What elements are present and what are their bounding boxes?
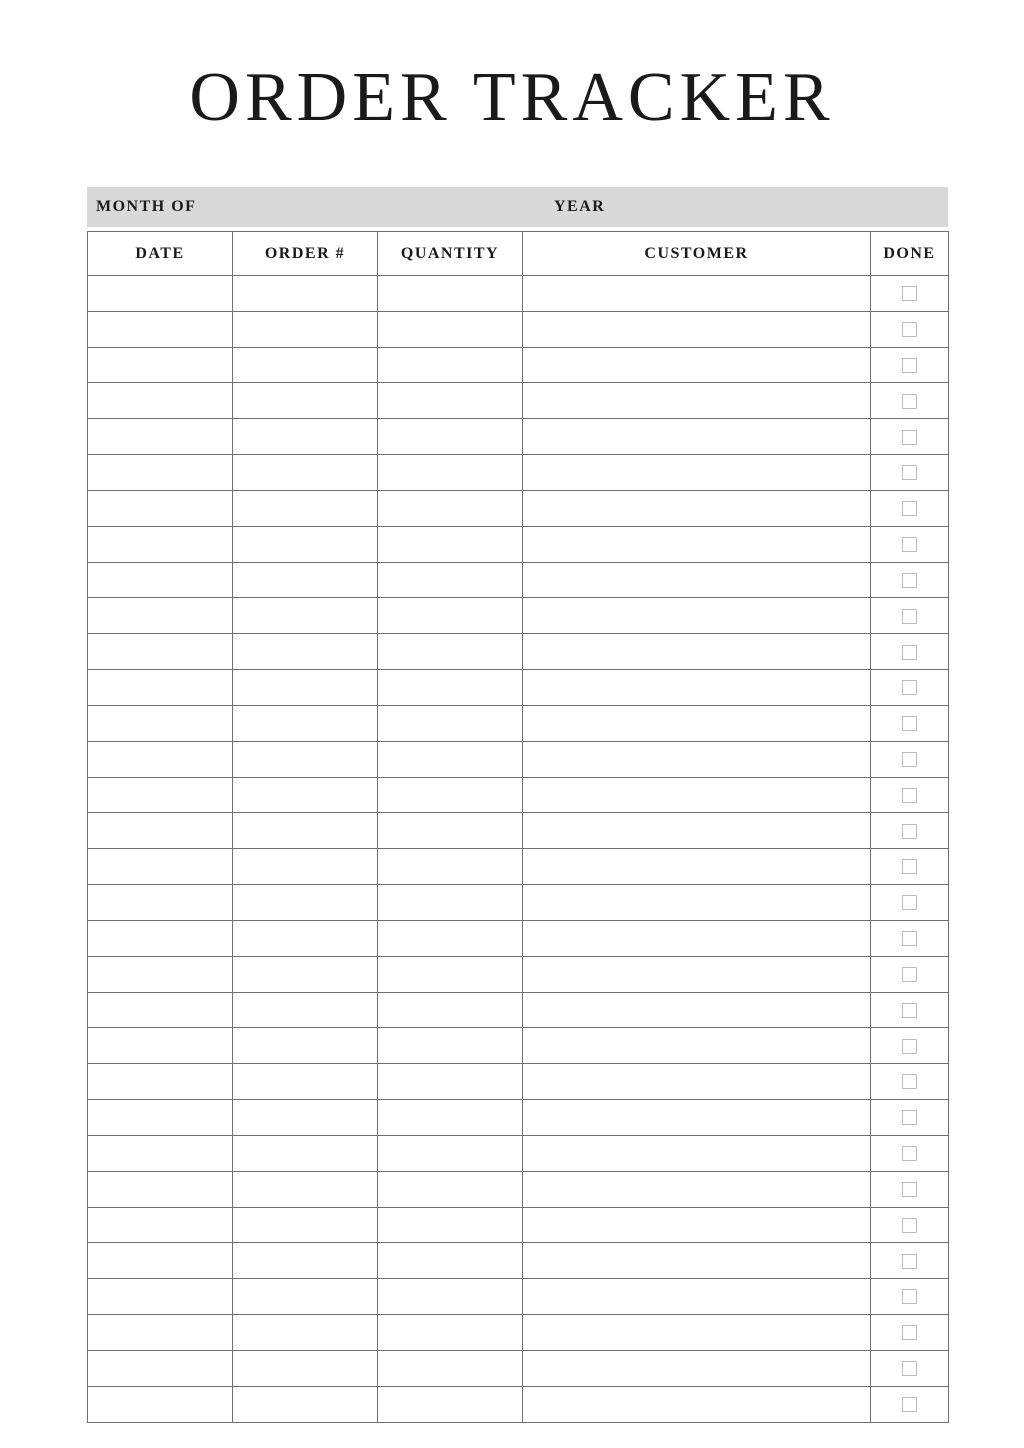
done-checkbox[interactable] [902, 931, 917, 946]
done-cell [871, 956, 949, 992]
customer-cell[interactable] [523, 1135, 871, 1171]
quantity-cell[interactable] [378, 777, 523, 813]
done-cell [871, 1279, 949, 1315]
customer-cell[interactable] [523, 526, 871, 562]
order-cell[interactable] [233, 741, 378, 777]
order-cell[interactable] [233, 383, 378, 419]
done-checkbox[interactable] [902, 680, 917, 695]
table-row [88, 1386, 949, 1422]
quantity-cell[interactable] [378, 598, 523, 634]
date-cell[interactable] [88, 598, 233, 634]
date-cell[interactable] [88, 526, 233, 562]
table-row [88, 383, 949, 419]
date-cell[interactable] [88, 956, 233, 992]
customer-cell[interactable] [523, 849, 871, 885]
customer-cell[interactable] [523, 741, 871, 777]
order-cell[interactable] [233, 670, 378, 706]
customer-cell[interactable] [523, 1064, 871, 1100]
customer-cell[interactable] [523, 1350, 871, 1386]
date-cell[interactable] [88, 777, 233, 813]
quantity-cell[interactable] [378, 1028, 523, 1064]
table-row [88, 849, 949, 885]
date-cell[interactable] [88, 920, 233, 956]
order-cell[interactable] [233, 1386, 378, 1422]
done-cell [871, 419, 949, 455]
date-cell[interactable] [88, 1135, 233, 1171]
order-cell[interactable] [233, 992, 378, 1028]
done-checkbox[interactable] [902, 1397, 917, 1412]
customer-cell[interactable] [523, 383, 871, 419]
quantity-cell[interactable] [378, 1243, 523, 1279]
date-cell[interactable] [88, 455, 233, 491]
quantity-cell[interactable] [378, 1350, 523, 1386]
month-of-label: MONTH OF [96, 198, 197, 215]
table-body [88, 276, 949, 1423]
order-cell[interactable] [233, 1135, 378, 1171]
order-cell[interactable] [233, 419, 378, 455]
customer-cell[interactable] [523, 1315, 871, 1351]
done-checkbox[interactable] [902, 394, 917, 409]
done-checkbox[interactable] [902, 1003, 917, 1018]
table-row [88, 741, 949, 777]
date-cell[interactable] [88, 705, 233, 741]
customer-cell[interactable] [523, 455, 871, 491]
table-row [88, 1064, 949, 1100]
date-cell[interactable] [88, 1315, 233, 1351]
date-cell[interactable] [88, 383, 233, 419]
quantity-cell[interactable] [378, 1171, 523, 1207]
order-cell[interactable] [233, 526, 378, 562]
table-header-row [88, 232, 949, 276]
order-cell[interactable] [233, 1171, 378, 1207]
date-cell[interactable] [88, 311, 233, 347]
customer-cell[interactable] [523, 885, 871, 921]
table-row [88, 598, 949, 634]
done-checkbox[interactable] [902, 895, 917, 910]
table-row [88, 347, 949, 383]
done-checkbox[interactable] [902, 788, 917, 803]
done-checkbox[interactable] [902, 1074, 917, 1089]
date-cell[interactable] [88, 347, 233, 383]
order-cell[interactable] [233, 1207, 378, 1243]
done-cell [871, 455, 949, 491]
table-row [88, 1171, 949, 1207]
customer-cell[interactable] [523, 634, 871, 670]
done-checkbox[interactable] [902, 609, 917, 624]
quantity-cell[interactable] [378, 634, 523, 670]
quantity-cell[interactable] [378, 705, 523, 741]
done-cell [871, 1207, 949, 1243]
done-cell [871, 311, 949, 347]
done-checkbox[interactable] [902, 967, 917, 982]
order-cell[interactable] [233, 634, 378, 670]
done-checkbox[interactable] [902, 322, 917, 337]
done-checkbox[interactable] [902, 1110, 917, 1125]
customer-cell[interactable] [523, 705, 871, 741]
table-row [88, 956, 949, 992]
date-cell[interactable] [88, 1279, 233, 1315]
customer-cell[interactable] [523, 347, 871, 383]
quantity-cell[interactable] [378, 956, 523, 992]
column-header-customer: CUSTOMER [523, 232, 871, 276]
done-cell [871, 634, 949, 670]
date-cell[interactable] [88, 562, 233, 598]
column-header-date: DATE [88, 232, 233, 276]
customer-cell[interactable] [523, 670, 871, 706]
order-cell[interactable] [233, 813, 378, 849]
date-cell[interactable] [88, 992, 233, 1028]
done-cell [871, 705, 949, 741]
done-cell [871, 849, 949, 885]
done-checkbox[interactable] [902, 465, 917, 480]
quantity-cell[interactable] [378, 741, 523, 777]
customer-cell[interactable] [523, 992, 871, 1028]
date-cell[interactable] [88, 1100, 233, 1136]
done-checkbox[interactable] [902, 1039, 917, 1054]
date-cell[interactable] [88, 1028, 233, 1064]
period-bar [87, 187, 948, 227]
done-cell [871, 1100, 949, 1136]
order-cell[interactable] [233, 885, 378, 921]
date-cell[interactable] [88, 1386, 233, 1422]
done-cell [871, 526, 949, 562]
customer-cell[interactable] [523, 419, 871, 455]
date-cell[interactable] [88, 1243, 233, 1279]
done-checkbox[interactable] [902, 645, 917, 660]
quantity-cell[interactable] [378, 849, 523, 885]
done-checkbox[interactable] [902, 286, 917, 301]
done-cell [871, 276, 949, 312]
order-cell[interactable] [233, 1100, 378, 1136]
page-title: ORDER TRACKER [189, 59, 835, 136]
order-cell[interactable] [233, 1064, 378, 1100]
table-row [88, 885, 949, 921]
table-row [88, 419, 949, 455]
quantity-cell[interactable] [378, 885, 523, 921]
order-cell[interactable] [233, 276, 378, 312]
date-cell[interactable] [88, 634, 233, 670]
done-cell [871, 1386, 949, 1422]
table-row [88, 992, 949, 1028]
table-row [88, 1279, 949, 1315]
done-checkbox[interactable] [902, 1254, 917, 1269]
order-table [87, 231, 949, 1423]
order-cell[interactable] [233, 490, 378, 526]
table-row [88, 311, 949, 347]
quantity-cell[interactable] [378, 490, 523, 526]
quantity-cell[interactable] [378, 670, 523, 706]
table-row [88, 1243, 949, 1279]
table-row [88, 1100, 949, 1136]
done-cell [871, 562, 949, 598]
order-cell[interactable] [233, 598, 378, 634]
table-row [88, 813, 949, 849]
quantity-cell[interactable] [378, 1100, 523, 1136]
table-row [88, 490, 949, 526]
table-row [88, 1350, 949, 1386]
quantity-cell[interactable] [378, 1135, 523, 1171]
done-cell [871, 777, 949, 813]
quantity-cell[interactable] [378, 813, 523, 849]
customer-cell[interactable] [523, 1279, 871, 1315]
customer-cell[interactable] [523, 1386, 871, 1422]
date-cell[interactable] [88, 419, 233, 455]
year-label: YEAR [554, 198, 606, 215]
order-cell[interactable] [233, 1315, 378, 1351]
quantity-cell[interactable] [378, 992, 523, 1028]
table-row [88, 705, 949, 741]
order-cell[interactable] [233, 920, 378, 956]
done-checkbox[interactable] [902, 859, 917, 874]
customer-cell[interactable] [523, 562, 871, 598]
done-cell [871, 1064, 949, 1100]
quantity-cell[interactable] [378, 562, 523, 598]
date-cell[interactable] [88, 1064, 233, 1100]
quantity-cell[interactable] [378, 1386, 523, 1422]
done-checkbox[interactable] [902, 1361, 917, 1376]
order-cell[interactable] [233, 705, 378, 741]
done-checkbox[interactable] [902, 1182, 917, 1197]
column-header-quantity: QUANTITY [378, 232, 523, 276]
done-cell [871, 383, 949, 419]
quantity-cell[interactable] [378, 276, 523, 312]
done-cell [871, 1135, 949, 1171]
done-cell [871, 920, 949, 956]
done-cell [871, 1315, 949, 1351]
date-cell[interactable] [88, 813, 233, 849]
quantity-cell[interactable] [378, 419, 523, 455]
done-checkbox[interactable] [902, 501, 917, 516]
quantity-cell[interactable] [378, 347, 523, 383]
order-cell[interactable] [233, 956, 378, 992]
date-cell[interactable] [88, 1171, 233, 1207]
date-cell[interactable] [88, 849, 233, 885]
column-header-done: DONE [871, 232, 949, 276]
customer-cell[interactable] [523, 1028, 871, 1064]
order-cell[interactable] [233, 1279, 378, 1315]
order-cell[interactable] [233, 455, 378, 491]
date-cell[interactable] [88, 885, 233, 921]
done-cell [871, 490, 949, 526]
order-cell[interactable] [233, 347, 378, 383]
customer-cell[interactable] [523, 276, 871, 312]
customer-cell[interactable] [523, 956, 871, 992]
table-row [88, 777, 949, 813]
date-cell[interactable] [88, 741, 233, 777]
date-cell[interactable] [88, 490, 233, 526]
order-cell[interactable] [233, 1028, 378, 1064]
customer-cell[interactable] [523, 1207, 871, 1243]
done-cell [871, 992, 949, 1028]
quantity-cell[interactable] [378, 1315, 523, 1351]
done-cell [871, 347, 949, 383]
date-cell[interactable] [88, 1207, 233, 1243]
order-cell[interactable] [233, 849, 378, 885]
done-cell [871, 813, 949, 849]
table-row [88, 670, 949, 706]
done-cell [871, 598, 949, 634]
order-cell[interactable] [233, 1243, 378, 1279]
done-checkbox[interactable] [902, 1289, 917, 1304]
quantity-cell[interactable] [378, 455, 523, 491]
done-checkbox[interactable] [902, 716, 917, 731]
customer-cell[interactable] [523, 598, 871, 634]
customer-cell[interactable] [523, 920, 871, 956]
table-row [88, 1315, 949, 1351]
table-row [88, 920, 949, 956]
order-cell[interactable] [233, 777, 378, 813]
done-checkbox[interactable] [902, 1325, 917, 1340]
done-checkbox[interactable] [902, 824, 917, 839]
quantity-cell[interactable] [378, 1279, 523, 1315]
date-cell[interactable] [88, 1350, 233, 1386]
table-row [88, 1207, 949, 1243]
done-checkbox[interactable] [902, 1146, 917, 1161]
quantity-cell[interactable] [378, 1207, 523, 1243]
table-row [88, 634, 949, 670]
table-row [88, 455, 949, 491]
done-cell [871, 885, 949, 921]
table-row [88, 1028, 949, 1064]
done-checkbox[interactable] [902, 430, 917, 445]
order-cell[interactable] [233, 1350, 378, 1386]
done-checkbox[interactable] [902, 752, 917, 767]
done-checkbox[interactable] [902, 1218, 917, 1233]
quantity-cell[interactable] [378, 383, 523, 419]
table-row [88, 526, 949, 562]
done-checkbox[interactable] [902, 358, 917, 373]
table-row [88, 1135, 949, 1171]
done-cell [871, 741, 949, 777]
table-row [88, 562, 949, 598]
customer-cell[interactable] [523, 777, 871, 813]
quantity-cell[interactable] [378, 1064, 523, 1100]
date-cell[interactable] [88, 276, 233, 312]
done-cell [871, 1028, 949, 1064]
quantity-cell[interactable] [378, 920, 523, 956]
order-cell[interactable] [233, 562, 378, 598]
customer-cell[interactable] [523, 1243, 871, 1279]
table-row [88, 276, 949, 312]
done-checkbox[interactable] [902, 573, 917, 588]
order-cell[interactable] [233, 311, 378, 347]
done-checkbox[interactable] [902, 537, 917, 552]
done-cell [871, 1350, 949, 1386]
done-cell [871, 670, 949, 706]
done-cell [871, 1243, 949, 1279]
column-header-order-number: ORDER # [233, 232, 378, 276]
customer-cell[interactable] [523, 813, 871, 849]
quantity-cell[interactable] [378, 526, 523, 562]
date-cell[interactable] [88, 670, 233, 706]
customer-cell[interactable] [523, 1171, 871, 1207]
done-cell [871, 1171, 949, 1207]
customer-cell[interactable] [523, 490, 871, 526]
quantity-cell[interactable] [378, 311, 523, 347]
customer-cell[interactable] [523, 311, 871, 347]
customer-cell[interactable] [523, 1100, 871, 1136]
